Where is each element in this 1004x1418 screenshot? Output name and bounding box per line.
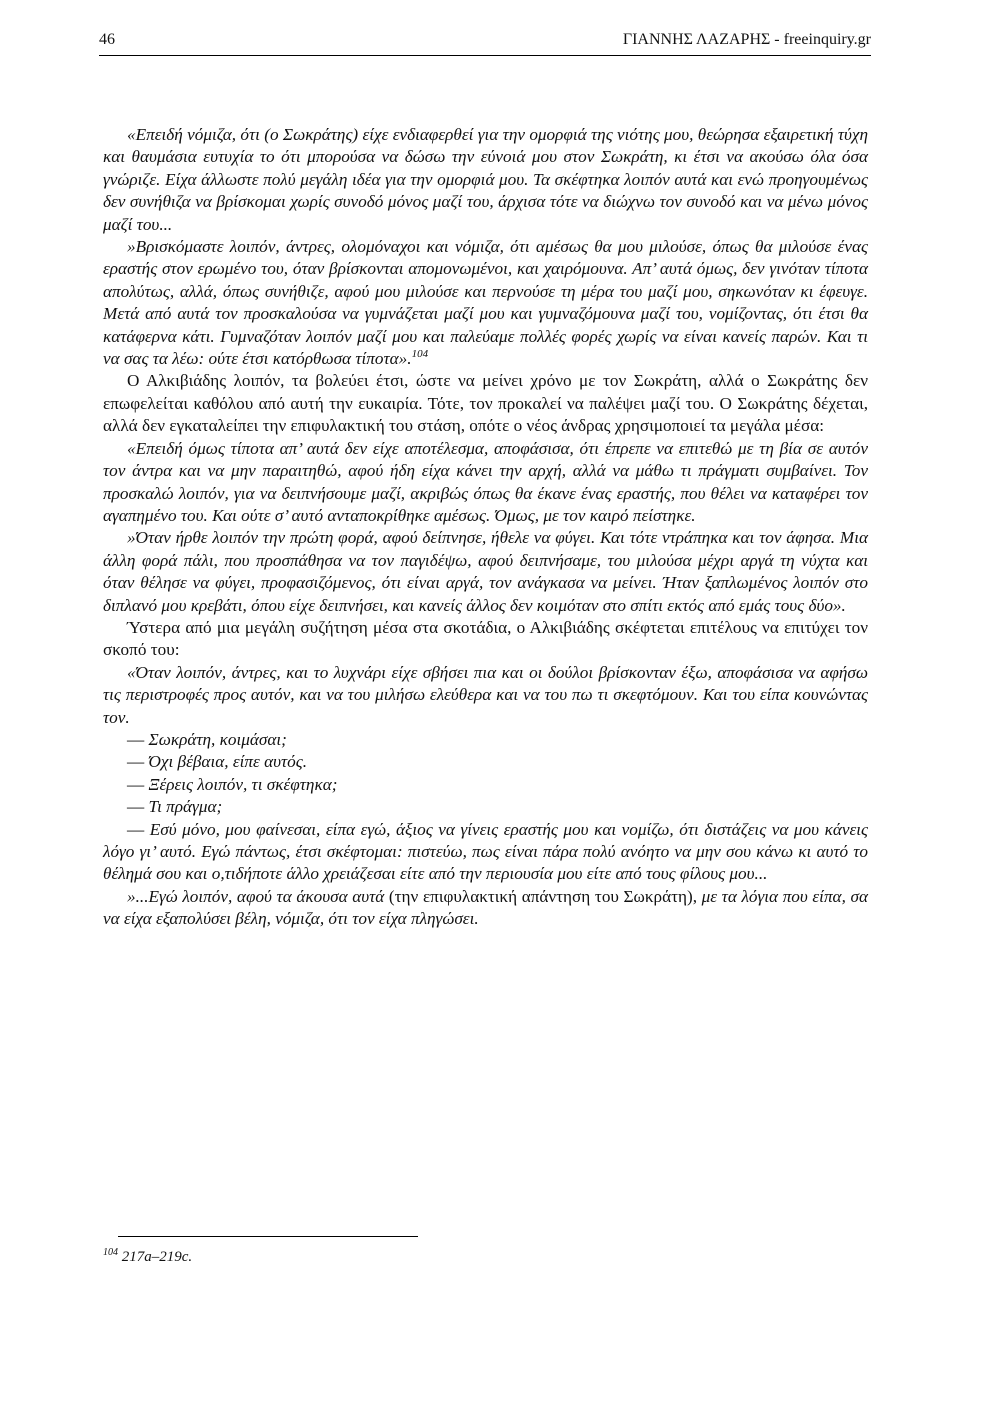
- running-title: ΓΙΑΝΝΗΣ ΛΑΖΑΡΗΣ - freeinquiry.gr: [622, 31, 871, 48]
- paragraph: Ύστερα από μια μεγάλη συζήτηση μέσα στα σκοτάδια, ο Αλκιβιάδης σκέφτεται επιτέλους να επιτύχει τον σκοπό του:: [103, 617, 868, 660]
- dash-mark: —: [127, 752, 149, 772]
- dialogue-text: Όχι βέβαια, είπε αυτός.: [148, 752, 307, 772]
- dialogue-line: [103, 774, 868, 796]
- paragraph-aside: (την επιφυλακτική απάντηση του Σωκράτη),: [384, 886, 698, 906]
- dialogue-text: Σωκράτη, κοιμάσαι;: [148, 729, 287, 749]
- paragraph: [103, 886, 868, 931]
- footnote-text: 217a–219c.: [121, 1249, 193, 1265]
- paragraph: «Όταν λοιπόν, άντρες, και το λυχνάρι είχε σβήσει πια και οι δούλοι βρίσκονταν έξω, αποφάσισα να αφήσω τις περιστροφές προς αυτόν, και να του μιλήσω ελεύθερα και να του πω τι σκεφτόμουν. Και του είπα κουνώντας τον.: [103, 662, 868, 727]
- dialogue-text: Τι πράγμα;: [148, 797, 223, 817]
- dash-mark: —: [127, 819, 150, 839]
- paragraph: «Επειδή νόμιζα, ότι (ο Σωκράτης) είχε ενδιαφερθεί για την ομορφιά της νιότης μου, θεώρησα εξαιρετική τύχη και θαυμάσια ευτυχία το ότι μπορούσα να δώσω την εύνοιά μου στον Σωκράτη, κι έτσι να ακούσω όλα όσα γνώριζε. Είχα άλλωστε πολύ μεγάλη ιδέα για την ομορφιά μου. Τα σκέφτηκα λοιπόν αυτά και ενώ προηγουμένως δεν συνήθιζα να βρίσκομαι χωρίς συνοδό μόνος μαζί του, άρχισα τότε να διώχνω τον συνοδό και να μένω μόνος μαζί του...: [103, 125, 868, 234]
- paragraph-text: »...Εγώ λοιπόν, αφού τα άκουσα αυτά: [127, 886, 385, 906]
- paragraph: Ο Αλκιβιάδης λοιπόν, τα βολεύει έτσι, ώστε να μείνει χρόνο με τον Σωκράτη, αλλά ο Σωκράτης δεν επωφελείται καθόλου από αυτή την ευκαιρία. Τότε, τον προκαλεί να παλέψει μαζί του. Ο Σωκράτης δέχεται, αλλά δεν εγκαταλείπει την επιφυλακτική του στάση, οπότε ο νέος άνδρας χρησιμοποιεί τα μεγάλα μέσα:: [103, 371, 868, 436]
- dash-mark: —: [127, 729, 149, 749]
- paragraph: «Επειδή όμως τίποτα απ’ αυτά δεν είχε αποτέλεσμα, αποφάσισα, ότι έπρεπε να επιτεθώ με τη βία σε αυτόν τον άντρα και να μην παραιτηθώ, αφού ήδη είχα κάνει την αρχή, αλλά να μάθω τι πράγματι συμβαίνει. Τον προσκαλώ λοιπόν, για να δειπνήσουμε μαζί, ακριβώς όπως θα έκανε ένας εραστής, που θέλει να καταφέρει τον αγαπημένο του. Και ούτε σ’ αυτό ανταποκρίθηκε αμέσως. Όμως, με τον καιρό πείστηκε.: [103, 438, 868, 525]
- dialogue-line: [103, 796, 868, 818]
- dialogue-text: Εσύ μόνο, μου φαίνεσαι, είπα εγώ, άξιος να γίνεις εραστής μου και νομίζω, ότι διστάζεις να μου κάνεις λόγο γι’ αυτό. Εγώ πάντως, έτσι σκέφτομαι: πιστεύω, πως είναι πάρα πολύ ανόητο να μην σου κάνω κι αυτό το θέλημά σου και ο,τιδήποτε άλλο χρειάζεσαι είτε από την περιουσία μου είτε από τους φίλους μου...: [103, 819, 868, 884]
- page-header: [99, 31, 871, 56]
- footnote-separator: [118, 1236, 418, 1237]
- paragraph-text: με τα λόγια που είπα, σα να είχα εξαπολύσει βέλη, νόμιζα, ότι τον είχα πληγώσει.: [103, 886, 868, 929]
- footnote-number: 104: [103, 1247, 118, 1258]
- dialogue-line: [103, 751, 868, 773]
- dash-mark: —: [127, 774, 149, 794]
- footnote: [103, 1249, 192, 1266]
- paragraph: [103, 236, 868, 370]
- dialogue-line: [103, 729, 868, 751]
- paragraph: »Όταν ήρθε λοιπόν την πρώτη φορά, αφού δείπνησε, ήθελε να φύγει. Και τότε ντράπηκα και τον άφησα. Μια άλλη φορά πάλι, που προσπάθησα να τον παγιδέψω, αφού δειπνήσαμε, του μιλούσα μέχρι αργά τη νύχτα και όταν θέλησε να φύγει, προφασιζόμενος, ότι είναι αργά, τον ανάγκασα να μείνει. Ήταν ξαπλωμένος λοιπόν στο διπλανό μου κρεβάτι, όπου είχε δειπνήσει, και κανείς άλλος δεν κοιμόταν στο σπίτι εκτός από εμάς τους δύο».: [103, 528, 868, 615]
- page-number: 46: [99, 31, 115, 48]
- body-text: [103, 124, 868, 931]
- paragraph-text: »Βρισκόμαστε λοιπόν, άντρες, ολομόναχοι και νόμιζα, ότι αμέσως θα μου μιλούσε, όπως θα μιλούσε ένας εραστής στον ερωμένο του, όταν βρίσκονται απομονωμένοι, και χαιρόμουνα. Απ’ αυτά όμως, δεν γινόταν τίποτα απολύτως, αλλά, όπως συνήθιζε, αφού μου μιλούσε και περνούσε τη μέρα του μαζί μου, σηκωνόταν κι έφευγε. Μετά από αυτά τον προσκαλούσα να γυμνάζεται μαζί μου και γυμναζόμουνα μαζί του, νομίζοντας, ότι έτσι θα κατάφερνα κάτι. Γυμναζόταν λοιπόν μαζί μου και παλεύαμε πολλές φορές χωρίς να είναι κανείς παρών. Και τι να σας τα λέω: ούτε έτσι κατόρθωσα τίποτα».: [103, 237, 868, 369]
- dash-mark: —: [127, 797, 149, 817]
- footnote-reference: 104: [411, 348, 429, 361]
- dialogue-text: Ξέρεις λοιπόν, τι σκέφτηκα;: [148, 774, 338, 794]
- dialogue-line: [103, 819, 868, 886]
